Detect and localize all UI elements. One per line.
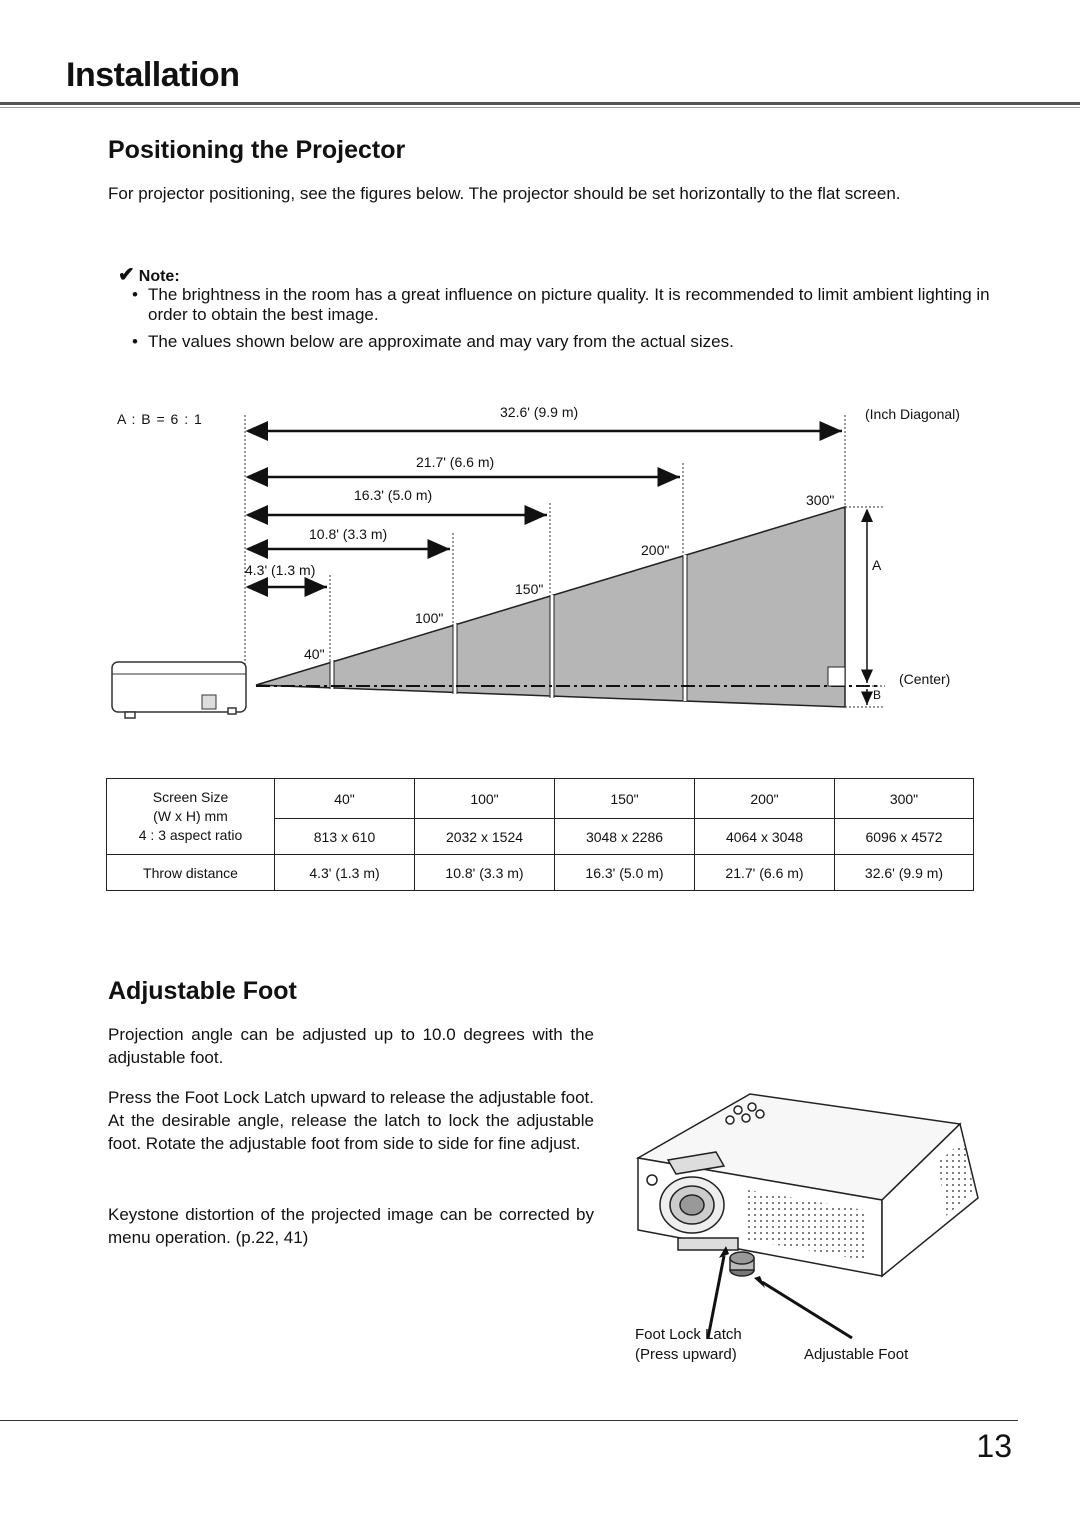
adjustable-foot-label: Adjustable Foot	[804, 1346, 909, 1363]
table-cell: 813 x 610	[275, 819, 415, 855]
label-a: A	[872, 557, 882, 573]
size-label: 100"	[415, 610, 444, 626]
throw-label: Throw distance	[107, 855, 275, 891]
page-number: 13	[976, 1428, 1012, 1464]
table-cell: 200"	[695, 779, 835, 819]
bullet-icon: •	[132, 285, 138, 304]
inch-diagonal-label: (Inch Diagonal)	[865, 406, 960, 422]
size-label: 150"	[515, 581, 544, 597]
foot-paragraph: Keystone distortion of the projected image can be corrected by menu operation. (p.22, 41)	[108, 1205, 594, 1247]
distance-label: 4.3' (1.3 m)	[245, 562, 316, 578]
foot-paragraph: Press the Foot Lock Latch upward to release the adjustable foot. At the desirable angle, release the latch to lock the adjustable foot. Rotate the adjustable foot from side to side for fine adjust.	[108, 1088, 594, 1153]
table-cell: 100"	[415, 779, 555, 819]
positioning-intro: For projector positioning, see the figures below. The projector should be set horizontally to the flat screen.	[108, 184, 901, 203]
size-label: 40"	[304, 646, 325, 662]
table-cell: 40"	[275, 779, 415, 819]
table-cell: 16.3' (5.0 m)	[555, 855, 695, 891]
header-line: 4 : 3 aspect ratio	[138, 827, 243, 843]
footer-rule	[0, 1420, 1018, 1421]
table-cell: 21.7' (6.6 m)	[695, 855, 835, 891]
table-row	[107, 855, 974, 891]
section-heading-foot: Adjustable Foot	[108, 977, 297, 1005]
screen-size-header	[107, 779, 275, 855]
right-angle-mark	[828, 667, 845, 686]
table-cell: 4064 x 3048	[695, 819, 835, 855]
header-line: (W x H) mm	[153, 808, 228, 824]
header-rule	[0, 102, 1080, 105]
note-label: Note:	[138, 268, 180, 285]
table-cell: 2032 x 1524	[415, 819, 555, 855]
note-heading	[118, 262, 180, 287]
distance-label: 10.8' (3.3 m)	[309, 526, 388, 542]
size-label: 200"	[641, 542, 670, 558]
distance-label: 16.3' (5.0 m)	[354, 487, 433, 503]
foot-paragraph: Projection angle can be adjusted up to 10.0 degrees with the adjustable foot.	[108, 1025, 594, 1067]
note-text: The brightness in the room has a great influence on picture quality. It is recommended to limit ambient lighting in order to obtain the best image.	[148, 285, 990, 324]
table-cell: 3048 x 2286	[555, 819, 695, 855]
header-line: Screen Size	[152, 789, 229, 805]
table-cell: 150"	[555, 779, 695, 819]
table-cell: 32.6' (9.9 m)	[835, 855, 974, 891]
header-rule-thin	[0, 107, 1080, 108]
page-title: Installation	[66, 56, 240, 94]
press-upward-label: (Press upward)	[635, 1346, 737, 1363]
ratio-label: A : B = 6 : 1	[117, 411, 202, 427]
distance-label: 21.7' (6.6 m)	[416, 454, 495, 470]
distance-label: 32.6' (9.9 m)	[500, 404, 579, 420]
projector-illustration	[620, 1080, 990, 1350]
throw-distance-table	[106, 778, 974, 891]
table-row	[107, 779, 974, 819]
label-b: B	[873, 688, 882, 702]
table-cell: 300"	[835, 779, 974, 819]
checkmark-icon: ✔	[118, 264, 135, 286]
table-cell: 4.3' (1.3 m)	[275, 855, 415, 891]
table-cell: 10.8' (3.3 m)	[415, 855, 555, 891]
section-heading-positioning: Positioning the Projector	[108, 136, 406, 164]
note-item	[132, 285, 992, 325]
size-label: 300"	[806, 492, 835, 508]
note-text: The values shown below are approximate and may vary from the actual sizes.	[148, 332, 734, 351]
projector-side-icon	[112, 662, 246, 718]
bullet-icon: •	[132, 332, 138, 351]
foot-lock-latch-label: Foot Lock Latch	[635, 1326, 742, 1343]
center-label: (Center)	[899, 671, 951, 687]
note-item	[132, 332, 992, 352]
table-cell: 6096 x 4572	[835, 819, 974, 855]
